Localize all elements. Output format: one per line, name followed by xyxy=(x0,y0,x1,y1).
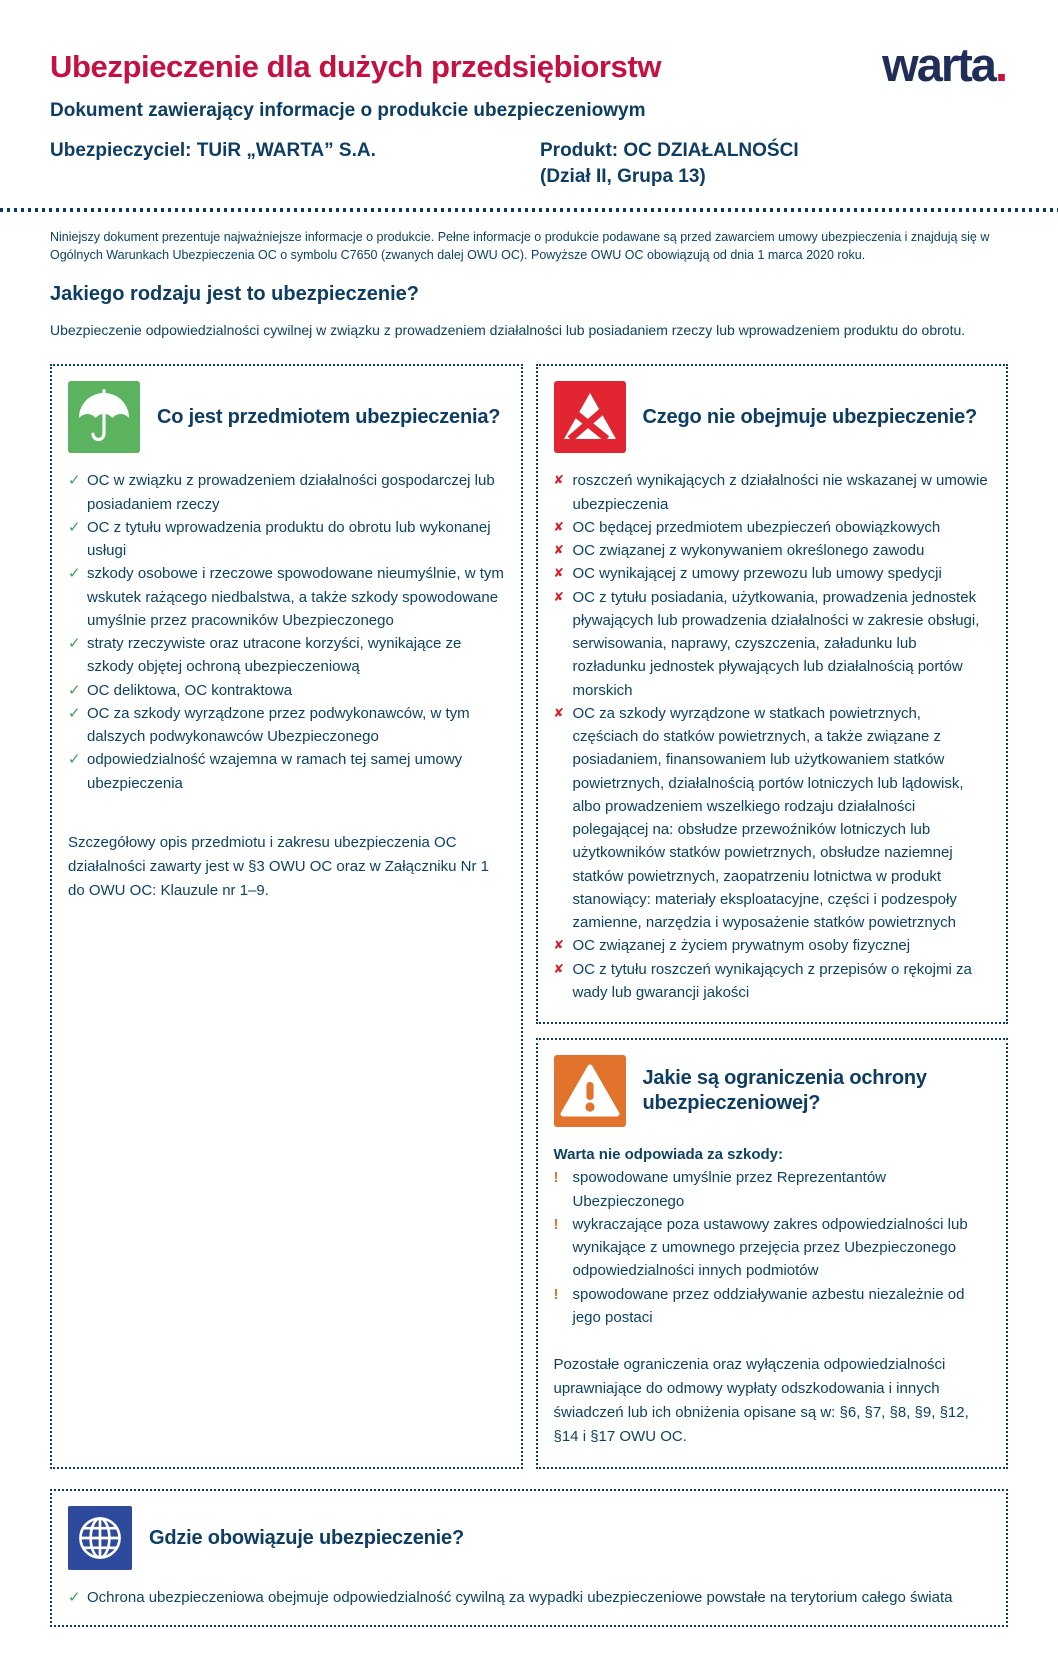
content-columns xyxy=(50,364,1008,1469)
list-item xyxy=(554,539,991,562)
exclusions-list xyxy=(554,469,991,1004)
warning-triangle-icon xyxy=(554,1055,626,1127)
list-item xyxy=(68,702,505,749)
list-item-text: OC z tytułu wprowadzenia produktu do obrotu lub wykonanej usługi xyxy=(87,518,491,560)
list-item-text: wykraczające poza ustawowy zakres odpowiedzialności lub wynikające z umownego przejęcia przez Ubezpieczonego odpowiedzialności innych podmiotów xyxy=(572,1215,968,1280)
section-exclusions xyxy=(536,364,1009,1024)
subject-footnote: Szczegółowy opis przedmiotu i zakresu ubezpieczenia OC działalności zawarty jest w §3 OWU OC oraz w Załączniku Nr 1 do OWU OC: Klauzule nr 1–9. xyxy=(68,833,489,899)
section-territory xyxy=(50,1489,1008,1627)
list-item xyxy=(68,516,505,563)
list-item xyxy=(554,702,991,935)
logo-text: warta xyxy=(882,38,995,91)
list-item xyxy=(68,469,505,516)
disclaimer-text: Niniejszy dokument prezentuje najważniejsze informacje o produkcie. Pełne informacje o produkcie podawane są przed zawarciem umowy ubezpieczenia i znajdują się w Ogólnych Warunkach Ubezpieczenia OC o symbolu C7650 (zwanych dalej OWU OC). Powyższe OWU OC obowiązują od dnia 1 marca 2020 roku. xyxy=(50,229,990,263)
insurance-kind-heading: Jakiego rodzaju jest to ubezpieczenie? xyxy=(50,283,419,306)
exclamation-icon: ! xyxy=(553,1215,559,1233)
subject-heading: Co jest przedmiotem ubezpieczenia? xyxy=(157,405,501,428)
list-item-text: OC za szkody wyrządzone w statkach powietrznych, częściach do statków powietrznych, a także związane z posiadaniem, finansowaniem lub użytkowaniem statków powietrznych, działalnością portów lotniczych lub lądowisk, albo prowadzeniem wszelkiego rodzaju działalności polegającej na: obsłudze przewoźników lotniczych lub użytkowników statków powietrznych, obsłudze naziemnej statków powietrznych, zaopatrzeniu lotnictwa w produkt stanowiący: materiały eksploatacyjne, części i podzespoły zamienne, narzędzia i wyposażenie statków powietrznych xyxy=(572,704,964,932)
cross-icon: ✘ xyxy=(553,705,564,720)
exclusions-header xyxy=(554,381,991,453)
limitations-header xyxy=(554,1055,991,1127)
umbrella-icon xyxy=(68,381,140,453)
list-item-text: OC za szkody wyrządzone przez podwykonawców, w tym dalszych podwykonawców Ubezpieczonego xyxy=(87,704,470,746)
cross-icon: ✘ xyxy=(553,589,564,604)
list-item xyxy=(68,632,505,679)
check-icon: ✓ xyxy=(68,751,81,769)
insurer-label: Ubezpieczyciel: TUiR „WARTA” S.A. xyxy=(50,140,376,162)
list-item-text: OC deliktowa, OC kontraktowa xyxy=(87,681,293,699)
list-item-text: spowodowane umyślnie przez Reprezentantów Ubezpieczonego xyxy=(572,1169,887,1210)
triangle-cross-icon xyxy=(554,381,626,453)
list-item-text: szkody osobowe i rzeczowe spowodowane nieumyślnie, w tym wskutek rażącego niedbalstwa, a także szkody spowodowane umyślnie przez pracowników Ubezpieczonego xyxy=(87,565,504,629)
list-item-text: OC w związku z prowadzeniem działalności gospodarczej lub posiadaniem rzeczy xyxy=(87,472,495,513)
limitations-intro: Warta nie odpowiada za szkody: xyxy=(553,1146,783,1164)
list-item xyxy=(554,586,991,702)
section-limitations xyxy=(536,1038,1009,1469)
list-item xyxy=(554,1213,991,1283)
list-item-text: OC związanej z życiem prywatnym osoby fizycznej xyxy=(572,937,911,955)
cross-icon: ✘ xyxy=(553,938,564,953)
dotted-separator xyxy=(0,208,1058,212)
list-item xyxy=(554,1166,991,1213)
subject-list xyxy=(68,469,505,795)
exclamation-icon: ! xyxy=(553,1285,559,1303)
list-item xyxy=(554,562,991,585)
list-item-text: OC z tytułu roszczeń wynikających z przepisów o rękojmi za wady lub gwarancji jakości xyxy=(572,960,972,1001)
list-item xyxy=(68,748,505,795)
warta-logo xyxy=(882,38,1008,91)
check-icon: ✓ xyxy=(68,704,81,722)
subject-header xyxy=(68,381,505,453)
cross-icon: ✘ xyxy=(553,543,564,558)
limitations-heading: Jakie są ograniczenia ochrony ubezpieczeniowej? xyxy=(642,1067,927,1115)
right-column xyxy=(536,364,1009,1469)
logo-dot: . xyxy=(994,38,1008,91)
list-item-text: Ochrona ubezpieczeniowa obejmuje odpowiedzialność cywilną za wypadki ubezpieczeniowe powstałe na terytorium całego świata xyxy=(87,1589,953,1607)
list-item-text: spowodowane przez oddziaływanie azbestu niezależnie od jego postaci xyxy=(572,1285,965,1326)
meta-row xyxy=(50,138,1008,189)
list-item-text: odpowiedzialność wzajemna w ramach tej samej umowy ubezpieczenia xyxy=(87,751,463,792)
list-item-text: OC związanej z wykonywaniem określonego zawodu xyxy=(572,542,925,560)
limitations-footnote: Pozostałe ograniczenia oraz wyłączenia odpowiedzialności uprawniające do odmowy wypłaty odszkodowania i innych świadczeń lub ich obniżenia opisane są w: §6, §7, §8, §9, §12, §14 i §17 OWU OC. xyxy=(553,1356,969,1446)
product-label xyxy=(540,138,1008,189)
section-subject xyxy=(50,364,523,1469)
list-item-text: roszczeń wynikających z działalności nie wskazanej w umowie ubezpieczenia xyxy=(572,472,988,513)
globe-icon xyxy=(68,1506,132,1570)
cross-icon: ✘ xyxy=(553,961,564,976)
check-icon: ✓ xyxy=(68,635,81,653)
territory-heading: Gdzie obowiązuje ubezpieczenie? xyxy=(149,1526,464,1549)
check-icon: ✓ xyxy=(68,518,81,536)
product-line1: Produkt: OC DZIAŁALNOŚCI xyxy=(540,140,799,162)
document-subtitle: Dokument zawierający informacje o produkcie ubezpieczeniowym xyxy=(50,100,646,122)
list-item xyxy=(554,934,991,957)
exclusions-heading: Czego nie obejmuje ubezpieczenie? xyxy=(642,405,978,428)
territory-list xyxy=(68,1586,990,1609)
check-icon: ✓ xyxy=(68,472,81,490)
limitations-list xyxy=(554,1166,991,1329)
page-title: Ubezpieczenie dla dużych przedsiębiorstw xyxy=(50,49,662,84)
list-item-text: OC będącej przedmiotem ubezpieczeń obowiązkowych xyxy=(572,518,941,536)
cross-icon: ✘ xyxy=(553,519,564,534)
list-item xyxy=(554,469,991,516)
list-item xyxy=(554,1283,991,1330)
list-item xyxy=(554,958,991,1005)
list-item-text: OC wynikającej z umowy przewozu lub umowy spedycji xyxy=(572,565,942,583)
product-line2: (Dział II, Grupa 13) xyxy=(540,165,706,187)
exclamation-icon: ! xyxy=(553,1169,559,1187)
check-icon: ✓ xyxy=(68,1589,81,1607)
list-item-text: OC z tytułu posiadania, użytkowania, prowadzenia jednostek pływających lub prowadzenia działalności w zakresie obsługi, serwisowania, naprawy, czyszczenia, załadunku lub rozładunku jednostek pływających lub działalnością portów morskich xyxy=(572,588,980,699)
territory-header xyxy=(68,1506,990,1570)
list-item xyxy=(554,516,991,539)
list-item-text: straty rzeczywiste oraz utracone korzyści, wynikające ze szkody objętej ochroną ubezpieczeniową xyxy=(87,635,462,676)
cross-icon: ✘ xyxy=(553,566,564,581)
insurance-kind-text: Ubezpieczenie odpowiedzialności cywilnej w związku z prowadzeniem działalności lub posiadaniem rzeczy lub wprowadzeniem produktu do obrotu. xyxy=(50,322,966,339)
cross-icon: ✘ xyxy=(553,473,564,488)
list-item xyxy=(68,679,505,702)
header xyxy=(50,38,1008,91)
list-item xyxy=(68,562,505,632)
check-icon: ✓ xyxy=(68,565,81,583)
list-item xyxy=(68,1586,990,1609)
check-icon: ✓ xyxy=(68,681,81,699)
